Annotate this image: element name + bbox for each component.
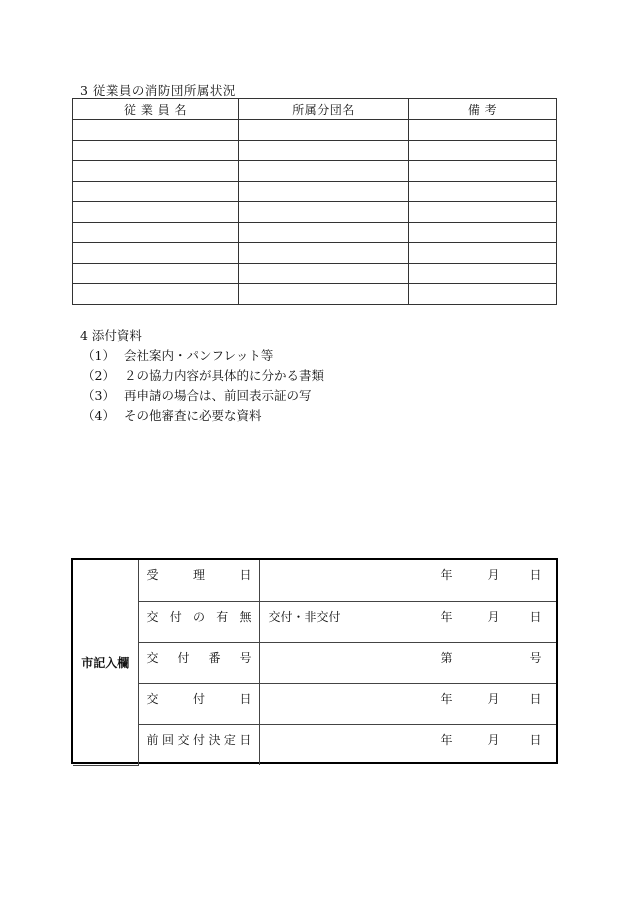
brigade-name-cell[interactable]	[239, 181, 409, 202]
remarks-cell[interactable]	[409, 181, 557, 202]
employee-name-cell[interactable]	[73, 202, 239, 223]
unit-1: 年	[440, 691, 453, 706]
unit-2: 月	[487, 609, 500, 624]
employee-name-cell[interactable]	[73, 120, 239, 141]
table-row	[73, 263, 557, 284]
brigade-name-cell[interactable]	[239, 140, 409, 161]
label-char: 理	[192, 568, 205, 582]
employee-name-cell[interactable]	[73, 263, 239, 284]
label-char: 付	[192, 732, 205, 747]
list-item-text: ２の協力内容が具体的に分かる書類	[124, 368, 325, 383]
city-row-value[interactable]	[259, 642, 556, 683]
label-char: 交	[146, 691, 159, 706]
unit-3: 日	[529, 732, 542, 747]
employee-name-cell[interactable]	[73, 243, 239, 264]
city-row-value[interactable]	[259, 560, 556, 601]
label-char: 定	[223, 732, 236, 747]
list-item	[82, 406, 324, 426]
label-char: 日	[239, 691, 252, 706]
list-item	[82, 386, 324, 406]
remarks-cell[interactable]	[409, 202, 557, 223]
brigade-name-cell[interactable]	[239, 263, 409, 284]
remarks-cell[interactable]	[409, 222, 557, 243]
employee-name-cell[interactable]	[73, 181, 239, 202]
city-row	[73, 560, 556, 601]
list-item-text: 再申請の場合は、前回表示証の写	[124, 388, 312, 403]
unit-1: 年	[440, 732, 453, 747]
label-char: 決	[208, 732, 221, 747]
label-char: 有	[216, 609, 229, 624]
remarks-cell[interactable]	[409, 120, 557, 141]
label-char: 交	[146, 609, 159, 624]
label-char: 付	[192, 691, 205, 706]
city-row-value[interactable]	[259, 683, 556, 724]
table-row	[73, 284, 557, 305]
attachment-list	[82, 346, 324, 426]
column-header-brigade-name: 所属分団名	[239, 99, 409, 120]
remarks-cell[interactable]	[409, 140, 557, 161]
employee-name-cell[interactable]	[73, 222, 239, 243]
table-row	[73, 222, 557, 243]
table-row	[73, 181, 557, 202]
city-row-label	[138, 560, 259, 601]
label-char: 無	[239, 609, 252, 624]
unit-3: 号	[529, 650, 542, 665]
list-item	[82, 366, 324, 386]
brigade-name-cell[interactable]	[239, 161, 409, 182]
city-row-label	[138, 601, 259, 642]
table-header-row	[73, 99, 557, 120]
label-char: 前	[146, 732, 159, 747]
list-item-number: （1）	[82, 348, 115, 363]
list-item	[82, 346, 324, 366]
table-row	[73, 140, 557, 161]
remarks-cell[interactable]	[409, 263, 557, 284]
city-row	[73, 642, 556, 683]
unit-2: 月	[487, 732, 500, 747]
column-header-remarks: 備 考	[409, 99, 557, 120]
remarks-cell[interactable]	[409, 243, 557, 264]
brigade-name-cell[interactable]	[239, 202, 409, 223]
city-row-value[interactable]	[259, 724, 556, 765]
city-use-table	[73, 560, 556, 766]
label-char: 日	[239, 732, 252, 747]
label-char: 交	[177, 732, 190, 747]
brigade-name-cell[interactable]	[239, 120, 409, 141]
table-row	[73, 202, 557, 223]
list-item-text: 会社案内・パンフレット等	[124, 348, 274, 363]
unit-1: 第	[440, 650, 453, 665]
label-char: 受	[146, 568, 159, 582]
column-header-employee-name: 従 業 員 名	[73, 99, 239, 120]
employee-fire-brigade-table	[72, 98, 557, 305]
label-char: 交	[146, 650, 159, 665]
city-row	[73, 724, 556, 765]
section3-title: 3 従業員の消防団所属状況	[80, 83, 236, 98]
remarks-cell[interactable]	[409, 284, 557, 305]
unit-3: 日	[529, 609, 542, 624]
city-use-label: 市記入欄	[73, 560, 138, 765]
label-char: 番	[208, 650, 221, 665]
city-row-value[interactable]	[259, 601, 556, 642]
city-row-label	[138, 724, 259, 765]
label-char: 号	[239, 650, 252, 665]
city-use-box	[71, 558, 558, 764]
city-row-label	[138, 683, 259, 724]
list-item-number: （4）	[82, 408, 115, 423]
table-row	[73, 120, 557, 141]
employee-name-cell[interactable]	[73, 284, 239, 305]
employee-name-cell[interactable]	[73, 161, 239, 182]
label-char: 付	[177, 650, 190, 665]
brigade-name-cell[interactable]	[239, 222, 409, 243]
label-char: 付	[169, 609, 182, 624]
remarks-cell[interactable]	[409, 161, 557, 182]
list-item-text: その他審査に必要な資料	[124, 408, 262, 423]
list-item-number: （3）	[82, 388, 115, 403]
employee-name-cell[interactable]	[73, 140, 239, 161]
table-row	[73, 161, 557, 182]
list-item-number: （2）	[82, 368, 115, 383]
table-row	[73, 243, 557, 264]
brigade-name-cell[interactable]	[239, 284, 409, 305]
city-row-label	[138, 642, 259, 683]
brigade-name-cell[interactable]	[239, 243, 409, 264]
section4-title: 4 添付資料	[80, 328, 142, 343]
city-row	[73, 683, 556, 724]
unit-2: 月	[487, 568, 500, 582]
unit-1: 年	[440, 609, 453, 624]
unit-1: 年	[440, 568, 453, 582]
value-text: 交付・非交付	[268, 609, 341, 624]
city-row	[73, 601, 556, 642]
unit-3: 日	[529, 691, 542, 706]
label-char: の	[192, 609, 205, 624]
unit-2: 月	[487, 691, 500, 706]
label-char: 回	[161, 732, 174, 747]
label-char: 日	[239, 568, 252, 582]
unit-3: 日	[529, 568, 542, 582]
